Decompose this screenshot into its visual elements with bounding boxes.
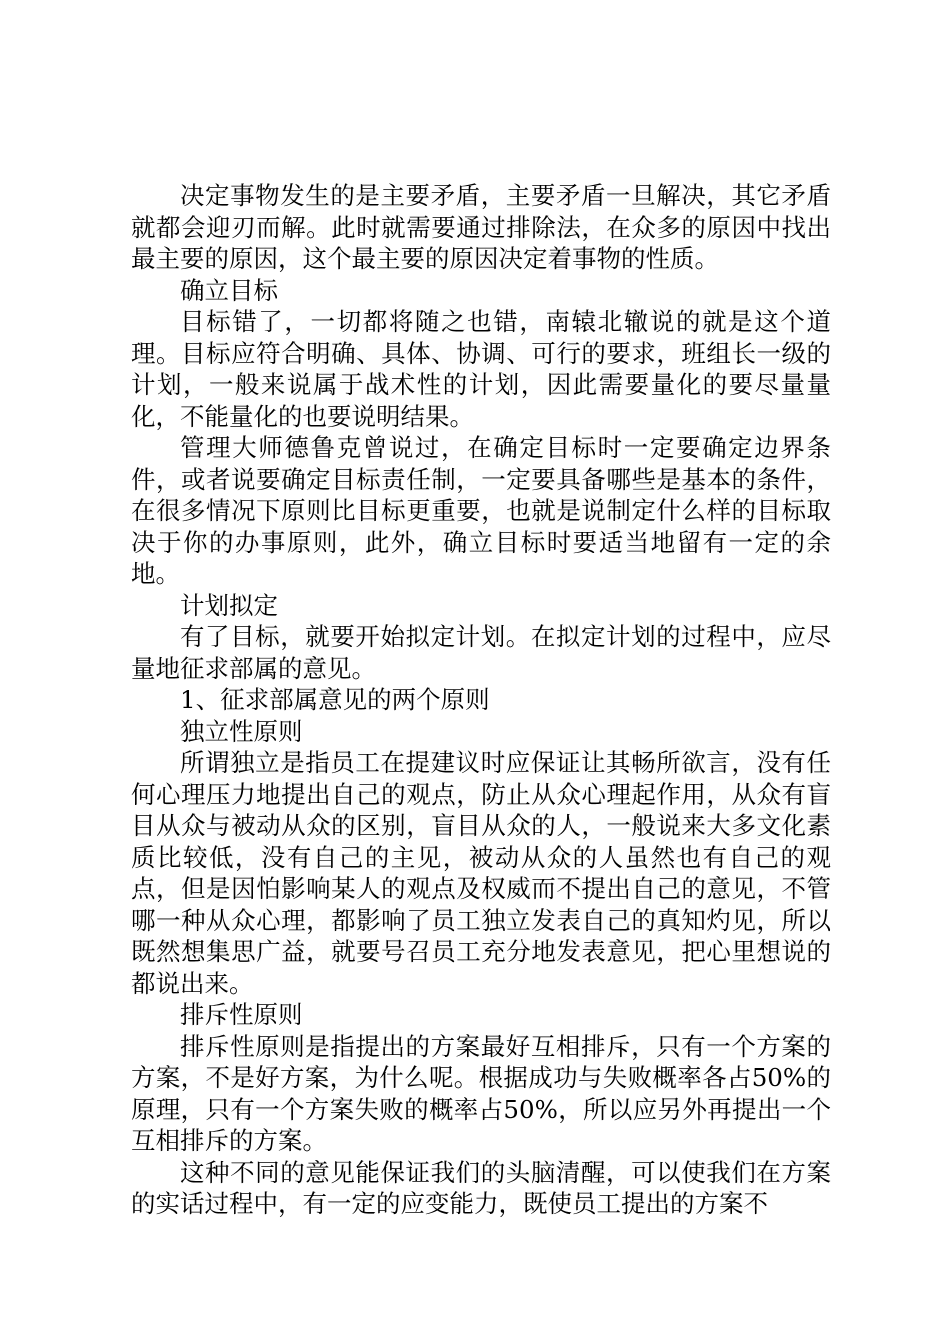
paragraph-goal-errors: 目标错了，一切都将随之也错，南辕北辙说的就是这个道理。目标应符合明确、具体、协调、可行的要求，班组长一级的计划，一般来说属于战术性的计划，因此需要量化的要尽量量化，不能量化的也要说明结果。 [131, 307, 831, 431]
paragraph-drucker: 管理大师德鲁克曾说过，在确定目标时一定要确定边界条件，或者说要确定目标责任制，一定要具备哪些是基本的条件，在很多情况下原则比目标更重要，也就是说制定什么样的目标取决于你的办事原则，此外，确立目标时要适当地留有一定的余地。 [131, 433, 831, 588]
paragraph-main-contradiction: 决定事物发生的是主要矛盾，主要矛盾一旦解决，其它矛盾就都会迎刃而解。此时就需要通过排除法，在众多的原因中找出最主要的原因，这个最主要的原因决定着事物的性质。 [131, 181, 831, 273]
document-body [131, 180, 831, 1220]
paragraph-draft-plan: 有了目标，就要开始拟定计划。在拟定计划的过程中，应尽量地征求部属的意见。 [131, 622, 831, 683]
heading-exclusivity-principle: 排斥性原则 [180, 1000, 303, 1029]
heading-plan-drafting: 计划拟定 [180, 590, 278, 620]
heading-set-goals: 确立目标 [180, 275, 278, 305]
paragraph-independence: 所谓独立是指员工在提建议时应保证让其畅所欲言，没有任何心理压力地提出自己的观点，防止从众心理起作用，从众有盲目从众与被动从众的区别，盲目从众的人，一般说来大多文化素质比较低，没有自己的主见，被动从众的人虽然也有自己的观点，但是因怕影响某人的观点及权威而不提出自己的意见，不管哪一种从众心理，都影响了员工独立发表自己的真知灼见，所以既然想集思广益，就要号召员工充分地发表意见，把心里想说的都说出来。 [131, 748, 831, 998]
paragraph-exclusivity: 排斥性原则是指提出的方案最好互相排斥，只有一个方案的方案，不是好方案，为什么呢。根据成功与失败概率各占50%的原理，只有一个方案失败的概率占50%，所以应另外再提出一个互相排斥的方案。 [131, 1031, 831, 1155]
heading-independence-principle: 独立性原则 [180, 716, 303, 746]
heading-two-principles: 1、征求部属意见的两个原则 [180, 685, 490, 714]
paragraph-different-opinions: 这种不同的意见能保证我们的头脑清醒，可以使我们在方案的实话过程中，有一定的应变能力，既使员工提出的方案不 [131, 1157, 831, 1218]
